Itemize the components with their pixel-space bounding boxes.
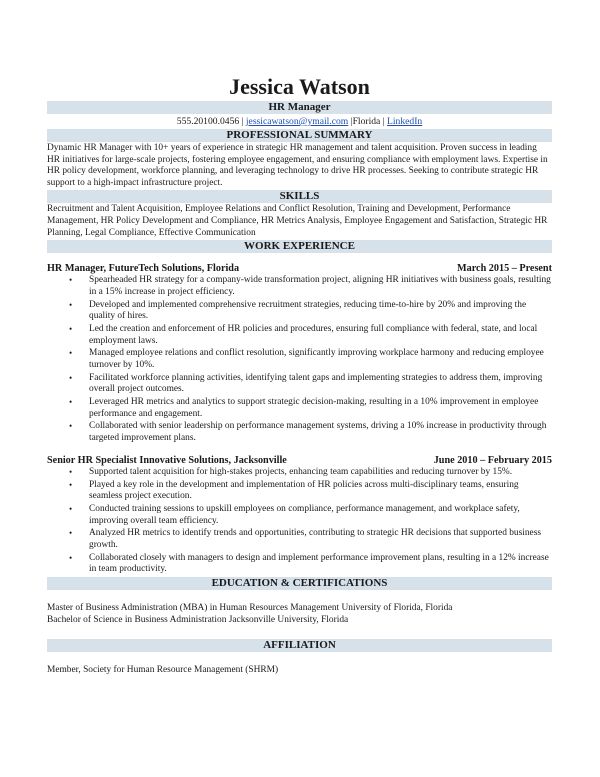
bullet-icon: • [69, 397, 73, 408]
job-title: Senior HR Specialist Innovative Solutions, Jacksonville [47, 454, 287, 466]
contact-line [47, 115, 552, 128]
list-item [69, 275, 552, 298]
bullet-icon: • [69, 348, 73, 359]
list-item [69, 552, 552, 576]
list-item [69, 479, 552, 503]
skills-text: Recruitment and Talent Acquisition, Employee Relations and Conflict Resolution, Training and Development, Performance Management, HR Policy Development and Compliance, HR Metrics Analysis, Employee Engagement and Satisfaction, Strategic HR Planning, Legal Compliance, Effective Communication [47, 204, 548, 238]
bullet-text: Played a key role in the development and implementation of HR policies across multi-disciplinary teams, ensuring seamless project execution. [89, 479, 519, 502]
list-item [69, 397, 552, 420]
bullet-text: Collaborated with senior leadership on performance management systems, driving a 10% increase in productivity through targeted improvement plans. [89, 421, 547, 443]
summary-heading: PROFESSIONAL SUMMARY [47, 129, 552, 142]
job-dates: June 2010 – February 2015 [433, 454, 552, 466]
summary-text: Dynamic HR Manager with 10+ years of experience in strategic HR management and talent acquisition. Proven success in leading HR initiatives for large-scale projects, fostering employee engagement, and ensuring compliance with employment laws. Expertise in HR policy development, workforce planning, and leveraging technology to drive HR processes. Seeking to contribute strategic HR support to a high-impact infrastructure project. [47, 143, 548, 188]
bullet-text: Supported talent acquisition for high-stakes projects, enhancing team capabilities and reducing turnover by 15%. [89, 466, 513, 477]
phone-number: 555.20100.0456 [176, 116, 240, 127]
bullet-text: Managed employee relations and conflict resolution, significantly improving workplace harmony and reducing employee turnover by 10%. [89, 348, 544, 370]
resume-content [47, 74, 552, 677]
candidate-name: Jessica Watson [229, 74, 370, 99]
bullet-icon: • [69, 421, 73, 432]
list-item [69, 372, 552, 396]
location: Florida [352, 116, 381, 127]
contact-separator: | [241, 116, 244, 127]
education-line: Bachelor of Science in Business Administration Jacksonville University, Florida [47, 614, 349, 625]
list-item [69, 348, 552, 371]
bullet-text: Facilitated workforce planning activities, identifying talent gaps and implementing strategies to address them, improving overall project outcomes. [89, 372, 543, 395]
role-banner: HR Manager [47, 101, 552, 114]
list-item [69, 323, 552, 347]
bullet-text: Conducted training sessions to upskill employees on compliance, performance management, and workplace safety, improving overall team efficiency. [89, 503, 520, 526]
linkedin-link[interactable]: LinkedIn [387, 116, 423, 127]
bullet-icon: • [69, 552, 73, 563]
job-entry [47, 263, 552, 444]
bullet-text: Analyzed HR metrics to identify trends and opportunities, contributing to strategic HR decisions that supported business growth. [89, 528, 542, 550]
job-dates: March 2015 – Present [457, 263, 552, 275]
bullet-icon: • [69, 503, 73, 514]
experience-heading: WORK EXPERIENCE [47, 240, 552, 253]
bullet-icon: • [69, 479, 73, 490]
affiliation-heading: AFFILIATION [47, 639, 552, 652]
bullet-text: Spearheaded HR strategy for a company-wide transformation project, aligning HR initiatives with business goals, resulting in a 15% increase in project efficiency. [89, 275, 551, 297]
list-item [69, 503, 552, 527]
job-header [47, 455, 552, 467]
bullet-text: Led the creation and enforcement of HR policies and procedures, ensuring full compliance with federal, state, and local employment laws. [89, 323, 538, 346]
list-item [69, 299, 552, 323]
skills-heading: SKILLS [47, 190, 552, 203]
job-bullets [47, 467, 552, 576]
bullet-icon: • [69, 323, 73, 334]
contact-separator: | [382, 116, 385, 127]
bullet-icon: • [69, 466, 73, 477]
email-link[interactable]: jessicawatson@ymail.com [245, 116, 349, 127]
list-item [69, 528, 552, 551]
job-header [47, 263, 552, 275]
bullet-text: Leveraged HR metrics and analytics to support strategic decision-making, resulting in a 10% improvement in employee performance and engagement. [89, 397, 539, 419]
job-title: HR Manager, FutureTech Solutions, Florida [47, 263, 240, 275]
bullet-icon: • [69, 299, 73, 310]
education-line: Master of Business Administration (MBA) in Human Resources Management University of Florida, Florida [47, 603, 453, 614]
education-heading: EDUCATION & CERTIFICATIONS [47, 577, 552, 590]
bullet-icon: • [69, 372, 73, 383]
job-bullets [47, 275, 552, 444]
list-item [69, 421, 552, 444]
affiliation-text: Member, Society for Human Resource Management (SHRM) [47, 665, 279, 676]
contact-separator: | [350, 116, 353, 127]
bullet-text: Collaborated closely with managers to design and implement performance improvement plans, resulting in a 12% increase in team productivity. [89, 552, 549, 575]
bullet-icon: • [69, 275, 73, 286]
bullet-icon: • [69, 528, 73, 539]
list-item [69, 466, 552, 479]
job-entry [47, 455, 552, 576]
bullet-text: Developed and implemented comprehensive recruitment strategies, reducing time-to-hire by 20% and improving the quality of hires. [89, 299, 527, 322]
